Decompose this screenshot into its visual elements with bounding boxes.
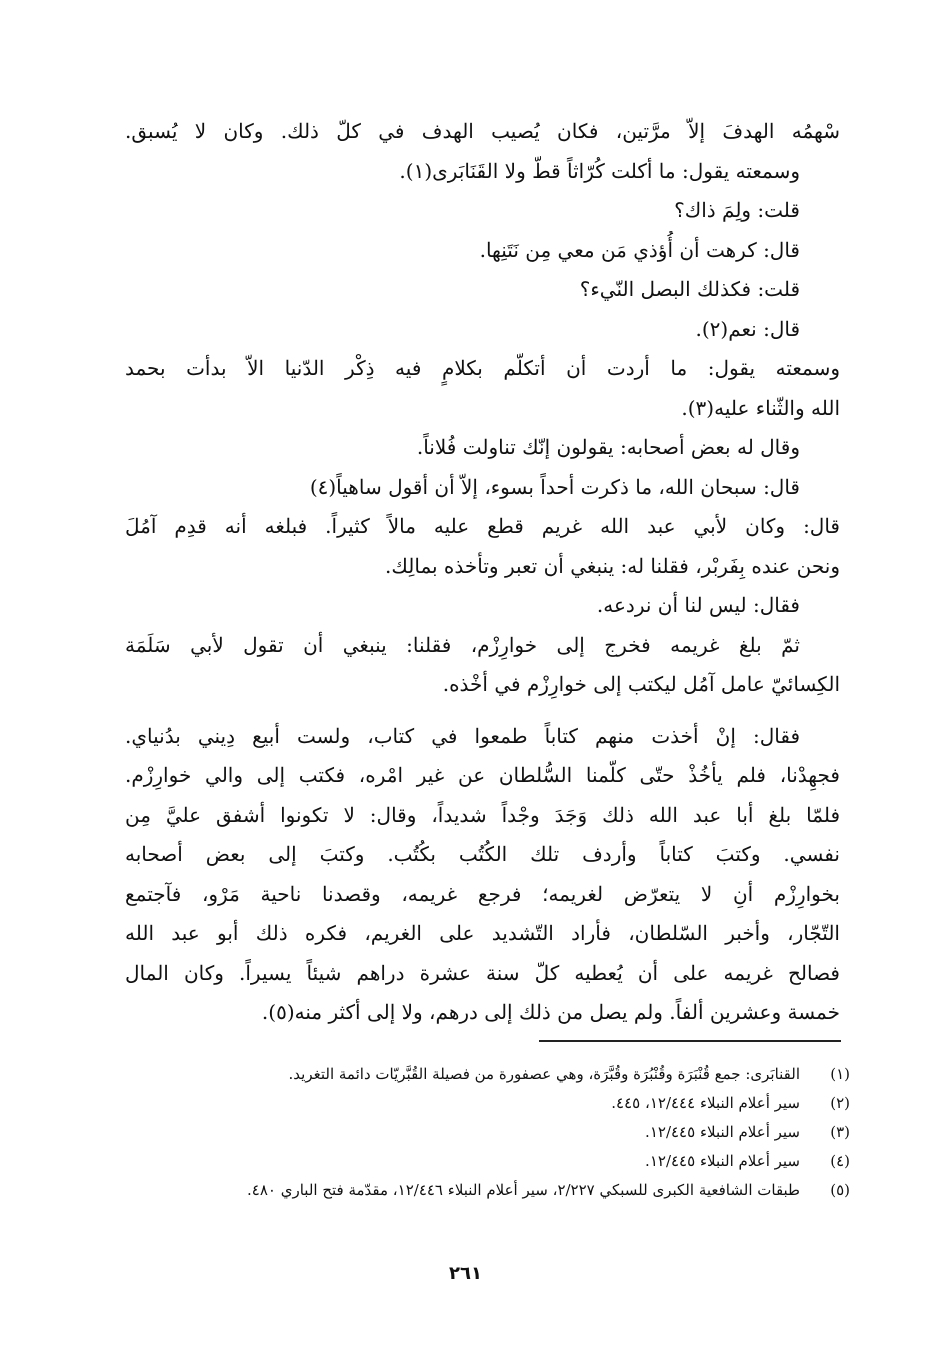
text-line-16: فقال: إنْ أخذت منهم كتاباً طمعوا في كتاب، ولست أبيع دِيني بدُنياي. — [125, 723, 800, 748]
text-line-2: وسمعته يقول: ما أكلت كُرّاثاً قطّ ولا القَنَابَرى(١). — [399, 158, 800, 183]
footnote-text: سير أعلام النبلاء ١٢/٤٤٤، ٤٤٥. — [611, 1094, 800, 1112]
footnote-5 — [125, 1176, 850, 1205]
footnote-3 — [125, 1118, 850, 1147]
footnote-1 — [125, 1060, 850, 1089]
text-line-19: نفسي. وكتبَ كتاباً وأردف تلك الكُتُب بكُتُب. وكتبَ إلى بعض أصحابه — [125, 842, 840, 866]
footnote-text: القنابَرى: جمع قُنْبَرَة وقُنْبُرَة وقُبَّرَة، وهي عصفورة من فصيلة القُبَّريّات دائمة التغريد. — [288, 1065, 800, 1083]
text-line-22: فصالح غريمه على أن يُعطيه كلّ سنة عشرة دراهم شيئاً يسيراً. وكان المال — [125, 960, 840, 985]
page-number: ٢٦١ — [449, 1263, 482, 1284]
text-line-11: قال: وكان لأبي عبد الله غريم قطع عليه مالاً كثيراً. فبلغه أنه قدِم آمُلَ — [125, 514, 840, 538]
footnote-number: (٣) — [830, 1123, 850, 1141]
footnote-number: (٢) — [830, 1094, 850, 1112]
text-line-10: قال: سبحان الله، ما ذكرت أحداً بسوء، إلاّ أن أقول ساهياً(٤) — [309, 474, 800, 499]
footnote-number: (٤) — [830, 1152, 850, 1170]
footnote-text: سير أعلام النبلاء ١٢/٤٤٥. — [645, 1123, 800, 1141]
footnote-4 — [125, 1147, 850, 1176]
footnotes — [125, 1060, 850, 1205]
text-line-5: قلت: فكذلك البصل النّيء؟ — [579, 277, 800, 301]
text-line-4: قال: كرهت أن أُؤذي مَن معي مِن نَتَنِها. — [479, 237, 800, 262]
text-line-13: فقال: ليس لنا أن نردعه. — [596, 593, 800, 617]
footnote-separator — [539, 1040, 841, 1042]
text-line-20: بخوارِزْم أنِ لا يتعرّض لغريمه؛ فرجع غريمه، وقصدنا ناحية مَرْو، فآجتمع — [125, 881, 840, 906]
main-text — [125, 112, 840, 1033]
text-line-17: فجهِدْنا، فلم يأخُذْ حتّى كلّمنا السُّلطان عن غير امْره، فكتب إلى والي خوارِزْم. — [125, 763, 840, 787]
text-line-12: ونحن عنده بِفَربْر، فقلنا له: ينبغي أن تعبر وتأخذه بمالِك. — [385, 553, 840, 578]
text-line-18: فلمّا بلغ أبا عبد الله ذلك وَجَدَ وجْداً شديداً، وقال: لا تكونوا أشفق عليَّ مِن — [125, 802, 840, 827]
footnote-2 — [125, 1089, 850, 1118]
text-line-8: الله والثّناء عليه(٣). — [681, 395, 840, 420]
text-line-6: قال: نعم(٢). — [695, 316, 800, 341]
footnote-text: سير أعلام النبلاء ١٢/٤٤٥. — [645, 1152, 800, 1170]
text-line-7: وسمعته يقول: ما أردت أن أتكلّم بكلامٍ فيه ذِكْر الدّنيا الاّ بدأت بحمد — [125, 356, 840, 380]
footnote-text: طبقات الشافعية الكبرى للسبكي ٢/٢٢٧، سير أعلام النبلاء ١٢/٤٤٦، مقدّمة فتح الباري ٤٨٠. — [247, 1181, 800, 1199]
text-line-1: سْهمُه الهدفَ إلاّ مرَّتين، فكان يُصيب الهدف في كلّ ذلك. وكان لا يُسبق. — [125, 119, 840, 143]
text-line-15: الكِسائيّ عامل آمُل ليكتب إلى خوارِزْم في أخْذه. — [442, 672, 840, 696]
paragraph-gap — [125, 705, 840, 717]
text-line-23: خمسة وعشرين ألفاً. ولم يصل من ذلك إلى درهم، ولا إلى أكثر منه(٥). — [261, 1000, 840, 1024]
text-line-3: قلت: ولِمَ ذاك؟ — [674, 198, 800, 222]
footnote-number: (٥) — [830, 1181, 850, 1199]
text-line-14: ثمّ بلغ غريمه فخرج إلى خوارِزْم، فقلنا: ينبغي أن تقول لأبي سَلَمَة — [125, 632, 800, 657]
text-line-21: التّجّار، وأخبر السّلطان، فأراد التّشديد على الغريم، فكره ذلك أبو عبد الله — [125, 921, 840, 945]
text-line-9: وقال له بعض أصحابه: يقولون إنّك تناولت فُلاناً. — [416, 435, 800, 459]
footnote-number: (١) — [830, 1065, 850, 1083]
